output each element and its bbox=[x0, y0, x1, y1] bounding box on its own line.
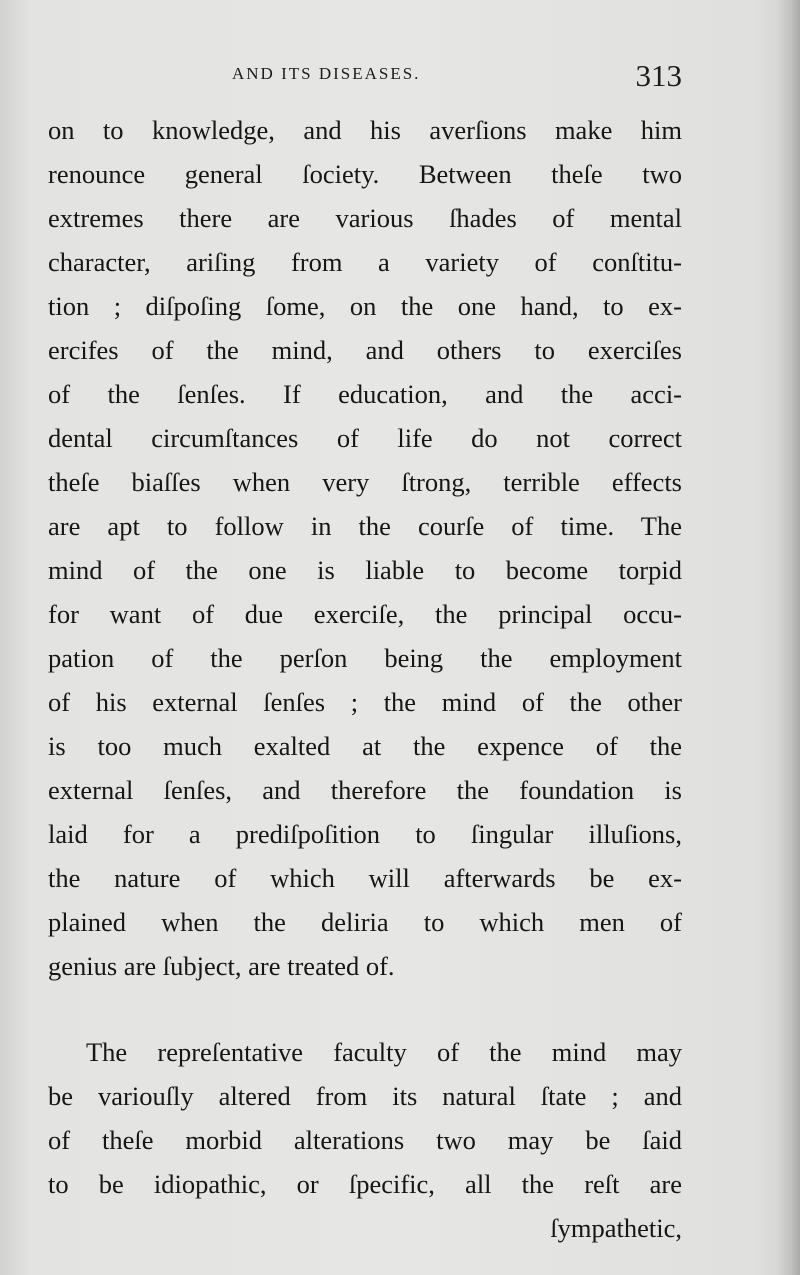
text-line: ercifes of the mind, and others to exerciſes bbox=[48, 335, 682, 365]
text-line: dental circumſtances of life do not correct bbox=[48, 423, 682, 453]
text-line: pation of the perſon being the employment bbox=[48, 643, 682, 673]
text-line: mind of the one is liable to become torpid bbox=[48, 555, 682, 585]
text-line: character, ariſing from a variety of conſtitu- bbox=[48, 247, 682, 277]
text-line: renounce general ſociety. Between theſe two bbox=[48, 159, 682, 189]
paragraph bbox=[48, 108, 682, 988]
page-gutter-shadow bbox=[776, 0, 800, 1275]
running-head bbox=[0, 58, 800, 98]
paragraph-gap bbox=[48, 988, 682, 1030]
text-line: are apt to follow in the courſe of time. The bbox=[48, 511, 682, 541]
text-line: of theſe morbid alterations two may be ſaid bbox=[48, 1125, 682, 1155]
text-line: laid for a prediſpoſition to ſingular illuſions, bbox=[48, 819, 682, 849]
text-line: genius are ſubject, are treated of. bbox=[48, 951, 395, 981]
page-number: 313 bbox=[635, 58, 682, 93]
text-line: on to knowledge, and his averſions make him bbox=[48, 115, 682, 145]
text-line: plained when the deliria to which men of bbox=[48, 907, 682, 937]
text-line: be variouſly altered from its natural ſtate ; and bbox=[48, 1081, 682, 1111]
text-line: The repreſentative faculty of the mind may bbox=[86, 1037, 682, 1067]
text-line: tion ; diſpoſing ſome, on the one hand, to ex- bbox=[48, 291, 682, 321]
paragraph bbox=[48, 1030, 682, 1206]
text-line: external ſenſes, and therefore the foundation is bbox=[48, 775, 682, 805]
text-line: extremes there are various ſhades of mental bbox=[48, 203, 682, 233]
text-line: of his external ſenſes ; the mind of the other bbox=[48, 687, 682, 717]
text-line: is too much exalted at the expence of the bbox=[48, 731, 682, 761]
text-line: theſe biaſſes when very ſtrong, terrible effects bbox=[48, 467, 682, 497]
text-line: for want of due exerciſe, the principal occu- bbox=[48, 599, 682, 629]
running-head-title: AND ITS DISEASES. bbox=[232, 64, 421, 83]
page-body bbox=[48, 108, 682, 1250]
text-line: to be idiopathic, or ſpecific, all the reſt are bbox=[48, 1169, 682, 1199]
text-line: the nature of which will afterwards be ex- bbox=[48, 863, 682, 893]
text-line: of the ſenſes. If education, and the acci- bbox=[48, 379, 682, 409]
catchword: ſympathetic, bbox=[550, 1213, 682, 1243]
